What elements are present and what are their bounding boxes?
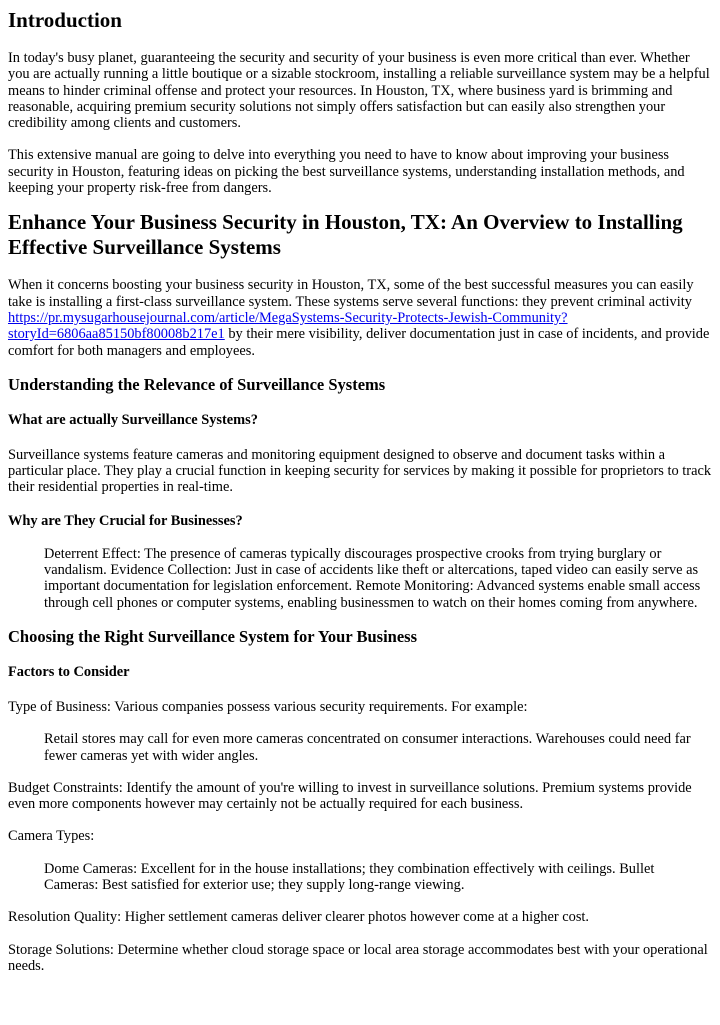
enhance-paragraph: [8, 277, 712, 358]
camera-paragraph: Camera Types:: [8, 828, 95, 845]
budget-paragraph: Budget Constraints: Identify the amount of you're willing to invest in surveillance solutions. Premium systems provide even more components however may certainly not be actually required for each business.: [8, 779, 692, 813]
what-heading: What are actually Surveillance Systems?: [8, 411, 258, 428]
resolution-paragraph: Resolution Quality: Higher settlement cameras deliver clearer photos however come at a higher cost.: [8, 909, 590, 926]
relevance-heading: Understanding the Relevance of Surveillance Systems: [8, 374, 386, 394]
camera-quote: Dome Cameras: Excellent for in the house installations; they combination effectively with ceilings. Bullet Cameras: Best satisfied for exterior use; they supply long-range viewing.: [44, 860, 655, 894]
why-heading: Why are They Crucial for Businesses?: [8, 512, 243, 529]
article: [0, 8, 712, 974]
choosing-heading: Choosing the Right Surveillance System for Your Business: [8, 626, 418, 646]
intro-heading: Introduction: [8, 8, 122, 32]
enhance-heading: Enhance Your Business Security in Houston, TX: An Overview to Installing Effective Surveillance Systems: [8, 210, 683, 259]
enhance-text-after-link: by their mere visibility, deliver documentation just in case of incidents, and provide comfort for both managers and employees.: [8, 326, 710, 359]
intro-paragraph-1: In today's busy planet, guaranteeing the security and security of your business is even more critical than ever. Whether you are actually running a little boutique or a sizable stockroom, installing a reliable surveillance system may be a helpful means to hinder criminal offense and protect your resources. In Houston, TX, where business yard is brimming and reasonable, acquiring premium security solutions not simply offers satisfaction but can easily also strengthen your credibility among clients and customers.: [8, 50, 710, 132]
storage-paragraph: Storage Solutions: Determine whether cloud storage space or local area storage accommodates best with your operational needs.: [8, 941, 708, 974]
why-quote: Deterrent Effect: The presence of cameras typically discourages prospective crooks from trying burglary or vandalism. Evidence Collection: Just in case of accidents like theft or altercations, taped video can easily serve as important documentation for legislation enforcement. Remote Monitoring: Advanced systems enable small access through cell phones or computer systems, enabling businessmen to watch on their homes coming from anywhere.: [44, 545, 701, 611]
article-link[interactable]: https://pr.mysugarhousejournal.com/article/MegaSystems-Security-Protects-Jewish-Community?storyId=6806aa85150bf80008b217e1: [8, 309, 568, 343]
intro-paragraph-2: This extensive manual are going to delve into everything you need to have to know about improving your business security in Houston, featuring ideas on picking the best surveillance systems, understanding installation methods, and keeping your property risk-free from dangers.: [8, 147, 685, 197]
type-quote: Retail stores may call for even more cameras concentrated on consumer interactions. Warehouses could need far fewer cameras yet with wider angles.: [44, 731, 691, 764]
factors-heading: Factors to Consider: [8, 663, 130, 680]
type-paragraph: Type of Business: Various companies possess various security requirements. For example:: [8, 698, 528, 715]
what-paragraph: Surveillance systems feature cameras and monitoring equipment designed to observe and document tasks within a particular place. They play a crucial function in keeping security for services by making it possible for proprietors to track their residential properties in real-time.: [8, 446, 712, 496]
enhance-text-before-link: When it concerns boosting your business security in Houston, TX, some of the best successful measures you can easily take is installing a first-class surveillance system. These systems serve several functions: they prevent criminal activity: [8, 277, 694, 310]
